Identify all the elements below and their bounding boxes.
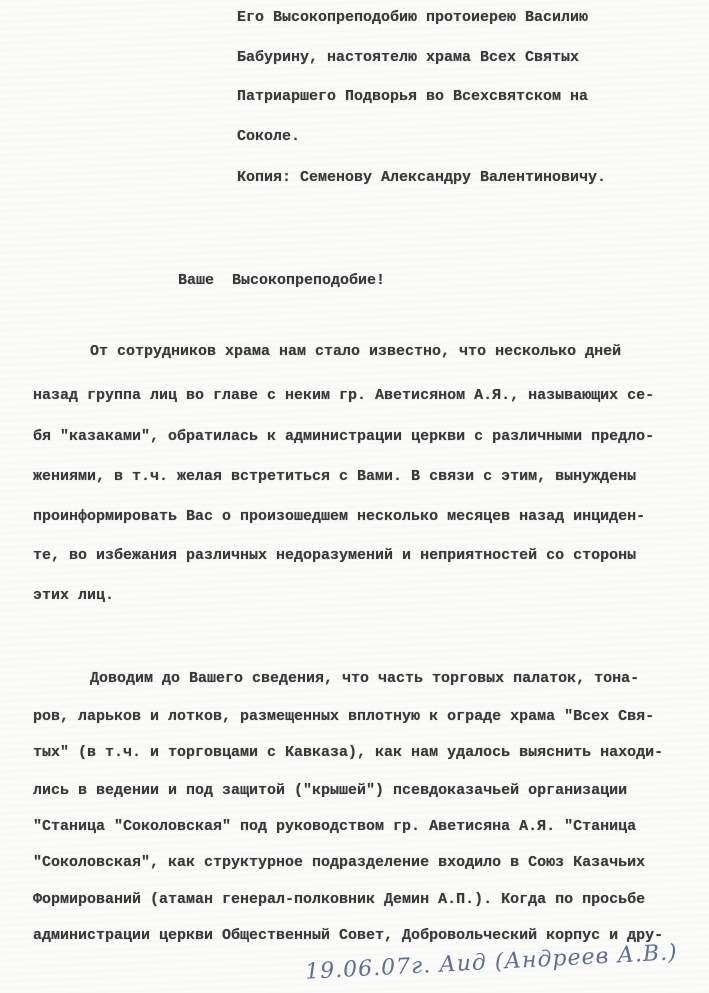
addressee-line: Бабурину, настоятелю храма Всех Святых [237,49,580,66]
paragraph-line: те, во избежания различных недоразумений и неприятностей со стороны [33,547,637,564]
addressee-line: Патриаршего Подворья во Всехсвятском на [237,88,589,105]
addressee-line: Соколе. [237,128,301,145]
paragraph-line: тых" (в т.ч. и торговцами с Кавказа), как нам удалось выяснить находи- [33,744,664,761]
greeting: Ваше Высокопреподобие! [178,272,386,289]
paragraph-line: Формирований (атаман генерал-полковник Демин А.П.). Когда по просьбе [33,891,646,908]
paragraph-line: назад группа лиц во главе с неким гр. Аветисяном А.Я., называющих се- [33,387,655,404]
paragraph-line: жениями, в т.ч. желая встретиться с Вами. В связи с этим, вынуждены [33,468,637,485]
handwritten-signature-note: 19.06.07г. Аид (Андреев А.В.) [304,940,679,985]
paragraph-line: "Соколовская", как структурное подразделение входило в Союз Казачьих [33,854,646,871]
paragraph-line: Доводим до Вашего сведения, что часть торговых палаток, тона- [90,670,640,687]
paragraph-line: администрации церкви Общественный Совет, Добровольческий корпус и дру- [33,927,664,944]
paragraph-line: От сотрудников храма нам стало известно, что несколько дней [90,343,622,360]
paragraph-line: проинформировать Вас о произошедшем несколько месяцев назад инциден- [33,508,646,525]
addressee-line: Его Высокопреподобию протоиерею Василию [237,9,589,26]
paragraph-line: "Станица "Соколовская" под руководством гр. Аветисяна А.Я. "Станица [33,818,637,835]
paragraph-line: бя "казаками", обратилась к администрации церкви с различными предло- [33,428,655,445]
copy-line: Копия: Семенову Александру Валентиновичу. [237,169,607,186]
paragraph-line: ров, ларьков и лотков, размещенных вплотную к ограде храма "Всех Свя- [33,708,655,725]
paragraph-line: этих лиц. [33,587,115,604]
paragraph-line: лись в ведении и под защитой ("крышей") псевдоказачьей организации [33,782,628,799]
